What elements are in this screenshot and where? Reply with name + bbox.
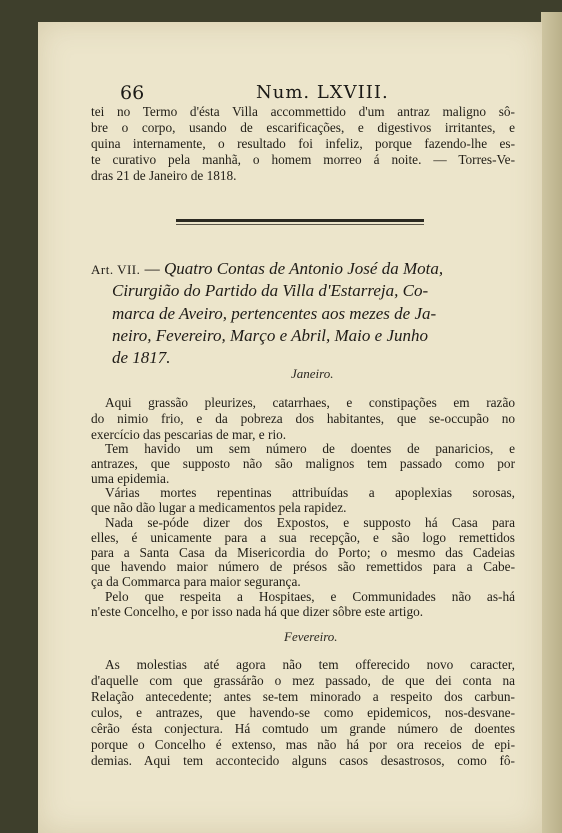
intro-line: quina internamente, o resultado foi infeliz, porque fazendo-lhe es- [91,136,515,151]
janeiro-line: ça da Commarca para maior segurança. [91,574,301,589]
fevereiro-line: demias. Aqui tem accontecido alguns casos desastrosos, como fô- [91,753,515,768]
fevereiro-line: culos, e antrazes, que havendo-se como epidemicos, nos-desvane- [91,705,515,720]
janeiro-line: Pelo que respeita a Hospitaes, e Communidades não as-há [105,589,515,604]
intro-line: tei no Termo d'ésta Villa accommettido d'um antraz maligno sô- [91,104,515,119]
article-title-line [91,259,443,279]
page-edge [541,12,562,833]
janeiro-line: antrazes, que supposto não são malignos tem passado como por [91,456,515,471]
section-heading-janeiro: Janeiro. [291,366,334,381]
intro-line: te curativo pela manhã, o homem morreo á noite. — Torres-Ve- [91,152,515,167]
section-divider [176,219,424,222]
page-header [38,82,542,104]
intro-line: bre o corpo, usando de escarificações, e digestivos irritantes, e [91,120,515,135]
book-page [38,22,542,833]
intro-line: dras 21 de Janeiro de 1818. [91,168,237,183]
janeiro-line: que havendo maior número de présos são remettidos para a Cabe- [91,559,515,574]
running-head: Num. LXVIII. [256,82,389,103]
janeiro-line: do nimio frio, e da pobreza dos habitantes, que se-occupão no [91,411,515,426]
section-divider-thin [176,224,424,225]
article-label: Art. VII. [91,262,141,277]
janeiro-line: Várias mortes repentinas attribuídas a apoplexias sorosas, [105,485,515,500]
janeiro-line: que não dão lugar a medicamentos pela rapidez. [91,500,347,515]
article-title-line: neiro, Fevereiro, Março e Abril, Maio e Junho [112,326,428,345]
janeiro-line: uma epidemia. [91,471,170,486]
fevereiro-line: cêrão ésta conjectura. Há comtudo um grande número de doentes [91,721,515,736]
article-title-line: Cirurgião do Partido da Villa d'Estarreja, Co- [112,281,429,300]
article-title-line: de 1817. [112,348,171,367]
fevereiro-line: As molestias até agora não tem offerecido novo caracter, [105,657,515,672]
fevereiro-line: porque o Concelho é extenso, mas não há por ora receios de epi- [91,737,515,752]
janeiro-line: Aqui grassão pleurizes, catarrhaes, e constipações em razão [105,395,515,410]
janeiro-line: para a Santa Casa da Misericordia do Porto; o mesmo das Cadeias [91,545,515,560]
janeiro-line: exercício das pescarias de mar, e rio. [91,427,287,442]
fevereiro-line: d'aquelle com que grassárão o mez passado, de que dei conta na [91,673,515,688]
janeiro-line: elles, é unicamente para a sua recepção, e são logo remettidos [91,530,515,545]
janeiro-line: Nada se-póde dizer dos Expostos, e supposto há Casa para [105,515,515,530]
section-heading-fevereiro: Fevereiro. [284,629,338,644]
janeiro-line: n'este Concelho, e por isso nada há que dizer sôbre este artigo. [91,604,424,619]
janeiro-line: Tem havido um sem número de doentes de panaricios, e [105,441,515,456]
article-title-text: — Quatro Contas de Antonio José da Mota, [144,259,444,278]
fevereiro-line: Relação antecedente; antes se-tem minorado a respeito dos carbun- [91,689,515,704]
article-title-line: marca de Aveiro, pertencentes aos mezes de Ja- [112,304,437,323]
page-number: 66 [120,82,145,104]
